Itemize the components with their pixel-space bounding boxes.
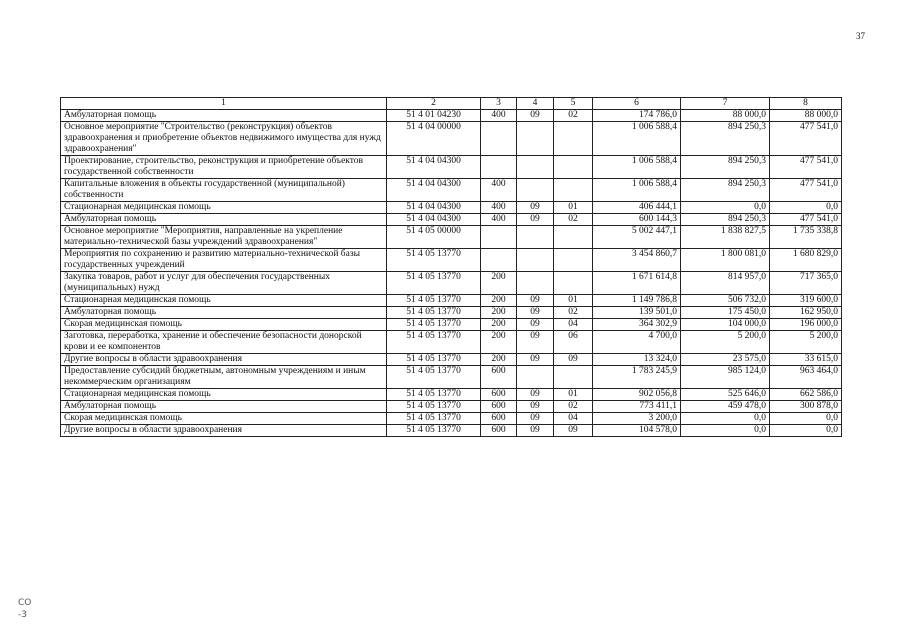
row-value-col8-cell: 33 615,0 [770, 354, 842, 366]
row-code-cell: 51 4 05 13770 [387, 272, 481, 295]
row-code-cell: 51 4 05 13770 [387, 295, 481, 307]
row-section-cell: 09 [517, 307, 554, 319]
row-section-cell: 09 [517, 401, 554, 413]
row-code-cell: 51 4 04 04300 [387, 179, 481, 202]
row-type-cell: 600 [481, 401, 517, 413]
row-section-cell: 09 [517, 214, 554, 226]
row-name-cell: Стационарная медицинская помощь [61, 295, 387, 307]
table-row [61, 307, 842, 319]
row-code-cell: 51 4 05 13770 [387, 307, 481, 319]
row-type-cell: 400 [481, 110, 517, 122]
row-type-cell: 400 [481, 179, 517, 202]
table-row [61, 401, 842, 413]
row-code-cell: 51 4 05 13770 [387, 413, 481, 425]
row-value-col7-cell: 814 957,0 [681, 272, 770, 295]
row-name-cell: Закупка товаров, работ и услуг для обеспечения государственных (муниципальных) нужд [61, 272, 387, 295]
row-value-col7-cell: 23 575,0 [681, 354, 770, 366]
row-section-cell [517, 249, 554, 272]
row-value-col8-cell: 1 735 338,8 [770, 226, 842, 249]
row-name-cell: Другие вопросы в области здравоохранения [61, 425, 387, 437]
row-value-col6-cell: 174 786,0 [593, 110, 681, 122]
row-subsection-cell: 01 [554, 295, 593, 307]
row-name-cell: Амбулаторная помощь [61, 401, 387, 413]
row-code-cell: 51 4 05 00000 [387, 226, 481, 249]
table-row [61, 413, 842, 425]
table-row [61, 295, 842, 307]
row-value-col6-cell: 773 411,1 [593, 401, 681, 413]
row-value-col7-cell: 894 250,3 [681, 122, 770, 156]
row-value-col8-cell: 5 200,0 [770, 331, 842, 354]
row-value-col8-cell: 477 541,0 [770, 156, 842, 179]
row-subsection-cell: 02 [554, 401, 593, 413]
row-value-col6-cell: 3 200,0 [593, 413, 681, 425]
row-code-cell: 51 4 05 13770 [387, 319, 481, 331]
table-row [61, 389, 842, 401]
row-type-cell: 600 [481, 413, 517, 425]
row-name-cell: Проектирование, строительство, реконструкция и приобретение объектов государственной собственности [61, 156, 387, 179]
row-section-cell [517, 156, 554, 179]
table-row [61, 425, 842, 437]
row-name-cell: Предоставление субсидий бюджетным, автономным учреждениям и иным некоммерческим организациям [61, 366, 387, 389]
table-row [61, 331, 842, 354]
row-value-col8-cell: 0,0 [770, 202, 842, 214]
row-section-cell: 09 [517, 295, 554, 307]
row-section-cell: 09 [517, 319, 554, 331]
row-code-cell: 51 4 04 00000 [387, 122, 481, 156]
row-subsection-cell [554, 156, 593, 179]
row-type-cell: 200 [481, 307, 517, 319]
row-value-col6-cell: 13 324,0 [593, 354, 681, 366]
row-value-col6-cell: 104 578,0 [593, 425, 681, 437]
row-name-cell: Амбулаторная помощь [61, 307, 387, 319]
row-subsection-cell: 02 [554, 307, 593, 319]
row-value-col8-cell: 0,0 [770, 425, 842, 437]
row-value-col7-cell: 0,0 [681, 202, 770, 214]
row-type-cell [481, 122, 517, 156]
row-code-cell: 51 4 05 13770 [387, 249, 481, 272]
row-name-cell: Основное мероприятие "Строительство (реконструкция) объектов здравоохранения и приобретение объектов недвижимого имущества для нужд здравоохранения" [61, 122, 387, 156]
row-subsection-cell [554, 179, 593, 202]
row-subsection-cell: 09 [554, 425, 593, 437]
row-code-cell: 51 4 05 13770 [387, 354, 481, 366]
table-row [61, 366, 842, 389]
row-value-col7-cell: 985 124,0 [681, 366, 770, 389]
row-value-col7-cell: 894 250,3 [681, 179, 770, 202]
row-name-cell: Скорая медицинская помощь [61, 319, 387, 331]
row-type-cell: 200 [481, 354, 517, 366]
row-value-col6-cell: 1 671 614,8 [593, 272, 681, 295]
row-code-cell: 51 4 05 13770 [387, 425, 481, 437]
row-type-cell: 200 [481, 331, 517, 354]
column-header: 3 [481, 98, 517, 110]
row-section-cell [517, 122, 554, 156]
row-value-col8-cell: 477 541,0 [770, 214, 842, 226]
row-section-cell [517, 272, 554, 295]
row-name-cell: Амбулаторная помощь [61, 214, 387, 226]
row-subsection-cell: 09 [554, 354, 593, 366]
row-section-cell: 09 [517, 202, 554, 214]
row-value-col8-cell: 717 365,0 [770, 272, 842, 295]
row-section-cell: 09 [517, 389, 554, 401]
row-subsection-cell: 02 [554, 214, 593, 226]
table-row [61, 110, 842, 122]
row-code-cell: 51 4 05 13770 [387, 401, 481, 413]
row-subsection-cell: 02 [554, 110, 593, 122]
row-code-cell: 51 4 05 13770 [387, 331, 481, 354]
row-name-cell: Мероприятия по сохранению и развитию материально-технической базы государственных учреждений [61, 249, 387, 272]
row-value-col6-cell: 364 302,9 [593, 319, 681, 331]
table-row [61, 249, 842, 272]
row-value-col8-cell: 319 600,0 [770, 295, 842, 307]
row-value-col8-cell: 162 950,0 [770, 307, 842, 319]
row-subsection-cell: 06 [554, 331, 593, 354]
row-subsection-cell [554, 366, 593, 389]
row-value-col6-cell: 1 006 588,4 [593, 179, 681, 202]
row-type-cell: 600 [481, 366, 517, 389]
row-value-col7-cell: 506 732,0 [681, 295, 770, 307]
row-value-col8-cell: 477 541,0 [770, 179, 842, 202]
row-value-col6-cell: 1 783 245,9 [593, 366, 681, 389]
row-type-cell: 200 [481, 272, 517, 295]
row-value-col7-cell: 175 450,0 [681, 307, 770, 319]
corner-mark-line: -3 [18, 610, 27, 620]
row-type-cell: 400 [481, 214, 517, 226]
column-header: 1 [61, 98, 387, 110]
row-section-cell: 09 [517, 110, 554, 122]
row-value-col6-cell: 1 149 786,8 [593, 295, 681, 307]
budget-table [60, 97, 842, 437]
row-value-col6-cell: 5 002 447,1 [593, 226, 681, 249]
column-header: 2 [387, 98, 481, 110]
row-code-cell: 51 4 05 13770 [387, 366, 481, 389]
row-name-cell: Капитальные вложения в объекты государственной (муниципальной) собственности [61, 179, 387, 202]
row-value-col7-cell: 894 250,3 [681, 214, 770, 226]
row-type-cell [481, 226, 517, 249]
row-name-cell: Стационарная медицинская помощь [61, 389, 387, 401]
table-row [61, 226, 842, 249]
row-code-cell: 51 4 01 04230 [387, 110, 481, 122]
row-subsection-cell: 01 [554, 389, 593, 401]
row-subsection-cell: 01 [554, 202, 593, 214]
row-value-col6-cell: 1 006 588,4 [593, 156, 681, 179]
table-row [61, 202, 842, 214]
row-value-col6-cell: 406 444,1 [593, 202, 681, 214]
row-value-col8-cell: 963 464,0 [770, 366, 842, 389]
row-subsection-cell [554, 122, 593, 156]
row-code-cell: 51 4 04 04300 [387, 156, 481, 179]
row-name-cell: Скорая медицинская помощь [61, 413, 387, 425]
row-value-col6-cell: 139 501,0 [593, 307, 681, 319]
row-type-cell [481, 249, 517, 272]
row-value-col7-cell: 1 838 827,5 [681, 226, 770, 249]
row-value-col7-cell: 459 478,0 [681, 401, 770, 413]
row-type-cell: 600 [481, 389, 517, 401]
row-type-cell: 200 [481, 319, 517, 331]
row-value-col7-cell: 0,0 [681, 425, 770, 437]
column-header: 7 [681, 98, 770, 110]
row-value-col6-cell: 4 700,0 [593, 331, 681, 354]
column-header: 5 [554, 98, 593, 110]
table-row [61, 179, 842, 202]
row-section-cell: 09 [517, 413, 554, 425]
row-name-cell: Стационарная медицинская помощь [61, 202, 387, 214]
table-row [61, 272, 842, 295]
row-value-col7-cell: 525 646,0 [681, 389, 770, 401]
page-number: 37 [856, 31, 865, 41]
column-header: 6 [593, 98, 681, 110]
row-section-cell [517, 226, 554, 249]
row-value-col7-cell: 0,0 [681, 413, 770, 425]
row-value-col7-cell: 88 000,0 [681, 110, 770, 122]
row-value-col8-cell: 196 000,0 [770, 319, 842, 331]
row-type-cell: 600 [481, 425, 517, 437]
row-subsection-cell: 04 [554, 319, 593, 331]
table-row [61, 122, 842, 156]
row-name-cell: Заготовка, переработка, хранение и обеспечение безопасности донорской крови и ее компонентов [61, 331, 387, 354]
row-value-col8-cell: 0,0 [770, 413, 842, 425]
row-value-col8-cell: 300 878,0 [770, 401, 842, 413]
row-type-cell [481, 156, 517, 179]
row-value-col7-cell: 1 800 081,0 [681, 249, 770, 272]
table-header-row [61, 98, 842, 110]
row-value-col8-cell: 662 586,0 [770, 389, 842, 401]
row-value-col6-cell: 1 006 588,4 [593, 122, 681, 156]
row-value-col6-cell: 3 454 860,7 [593, 249, 681, 272]
row-name-cell: Основное мероприятие "Мероприятия, направленные на укрепление материально-технической базы учреждений здравоохранения" [61, 226, 387, 249]
row-code-cell: 51 4 04 04300 [387, 202, 481, 214]
row-value-col8-cell: 477 541,0 [770, 122, 842, 156]
row-type-cell: 400 [481, 202, 517, 214]
row-section-cell: 09 [517, 354, 554, 366]
row-code-cell: 51 4 04 04300 [387, 214, 481, 226]
row-value-col7-cell: 5 200,0 [681, 331, 770, 354]
row-value-col8-cell: 1 680 829,0 [770, 249, 842, 272]
column-header: 4 [517, 98, 554, 110]
row-value-col7-cell: 894 250,3 [681, 156, 770, 179]
corner-mark-line: CO [18, 598, 32, 608]
row-section-cell [517, 179, 554, 202]
row-subsection-cell: 04 [554, 413, 593, 425]
row-subsection-cell [554, 226, 593, 249]
row-type-cell: 200 [481, 295, 517, 307]
table-row [61, 354, 842, 366]
row-section-cell: 09 [517, 425, 554, 437]
table-row [61, 319, 842, 331]
table-row [61, 156, 842, 179]
row-name-cell: Амбулаторная помощь [61, 110, 387, 122]
row-value-col7-cell: 104 000,0 [681, 319, 770, 331]
column-header: 8 [770, 98, 842, 110]
row-value-col8-cell: 88 000,0 [770, 110, 842, 122]
row-name-cell: Другие вопросы в области здравоохранения [61, 354, 387, 366]
row-value-col6-cell: 600 144,3 [593, 214, 681, 226]
row-subsection-cell [554, 272, 593, 295]
corner-mark [18, 597, 31, 621]
row-code-cell: 51 4 05 13770 [387, 389, 481, 401]
table-body [61, 110, 842, 437]
row-value-col6-cell: 902 056,8 [593, 389, 681, 401]
row-subsection-cell [554, 249, 593, 272]
table-row [61, 214, 842, 226]
row-section-cell [517, 366, 554, 389]
row-section-cell: 09 [517, 331, 554, 354]
